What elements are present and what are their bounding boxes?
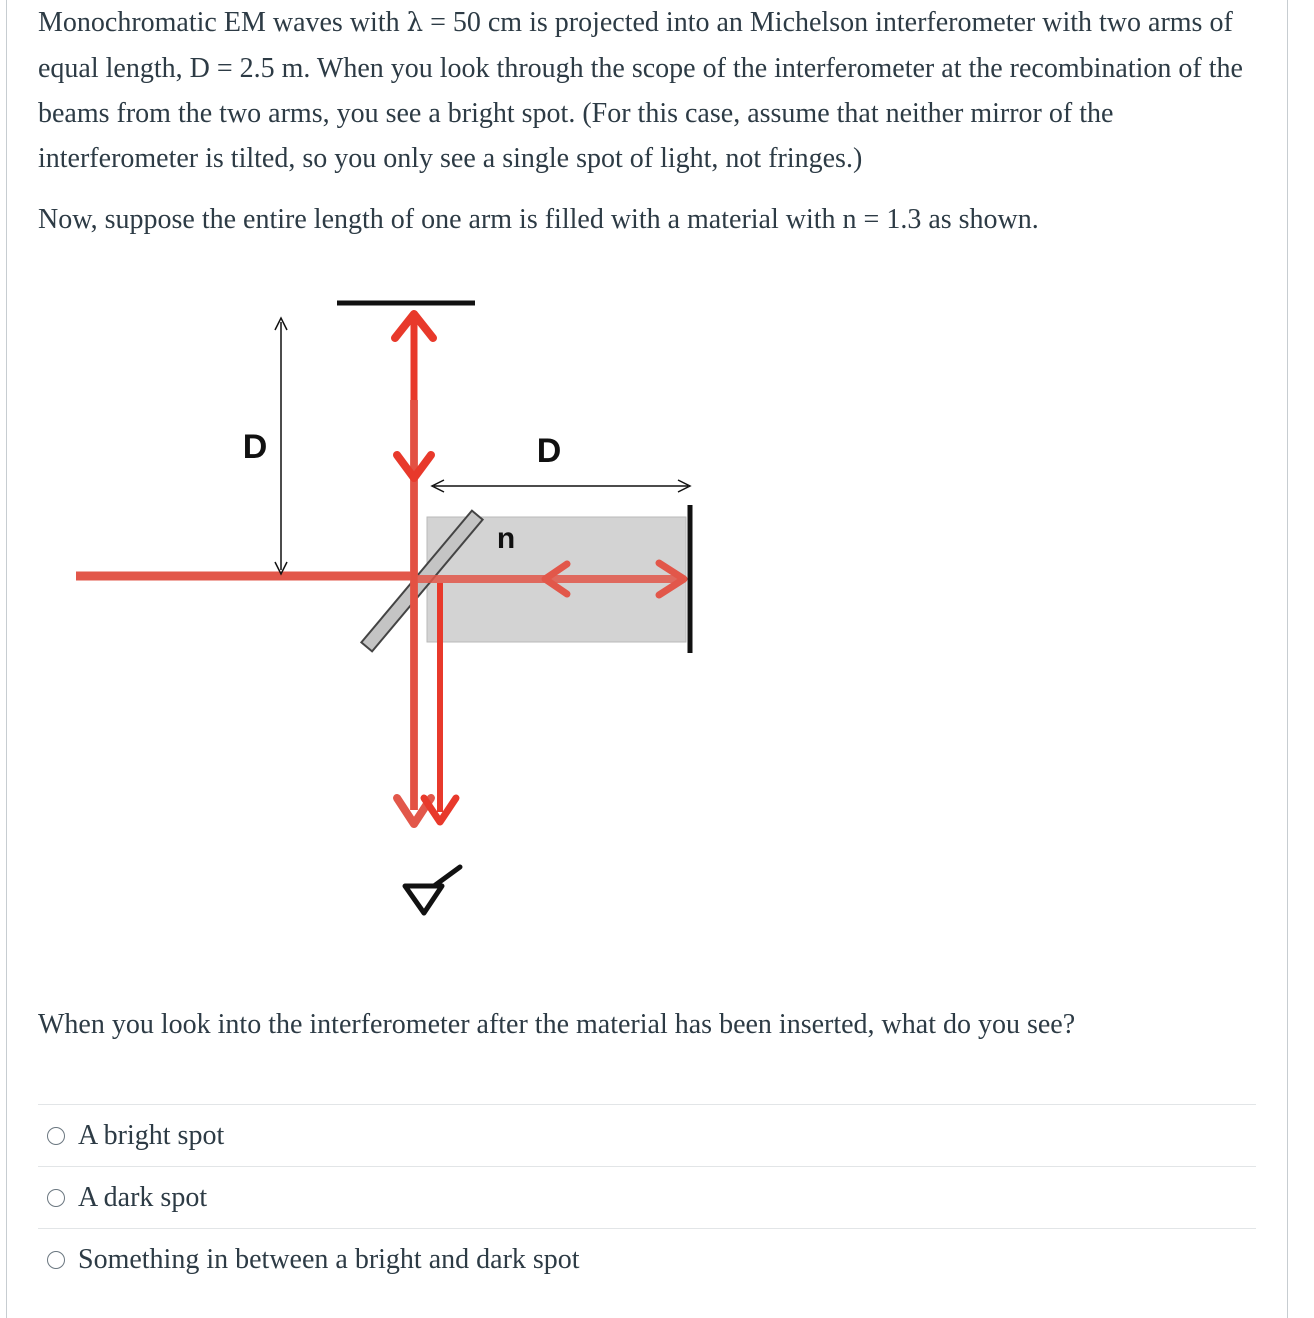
question-text-start: Monochromatic EM waves with xyxy=(38,7,407,38)
answer-option-dark[interactable] xyxy=(38,1166,1256,1228)
question-prompt: When you look into the interferometer after the material has been inserted, what do you see? xyxy=(38,1009,1076,1040)
answer-label: A dark spot xyxy=(78,1181,208,1213)
answer-list xyxy=(38,1104,1256,1290)
answer-option-in-between[interactable] xyxy=(38,1228,1256,1290)
radio-button[interactable] xyxy=(47,1251,65,1269)
answer-option-bright[interactable] xyxy=(38,1104,1256,1166)
lambda-symbol: λ xyxy=(406,8,424,38)
answer-label: A bright spot xyxy=(78,1119,225,1151)
radio-button[interactable] xyxy=(47,1189,65,1207)
refractive-index-label: n xyxy=(496,522,516,555)
horizontal-d-label: D xyxy=(536,432,562,470)
radio-button[interactable] xyxy=(47,1127,65,1145)
answer-label: Something in between a bright and dark spot xyxy=(78,1243,580,1275)
eye-icon xyxy=(405,867,460,913)
question-paragraph-2: Now, suppose the entire length of one arm is filled with a material with n = 1.3 as shown. xyxy=(38,204,1039,235)
question-text-rest: = 50 cm is projected into an Michelson interferometer with two arms of equal length, D = 2.5 m. When you look through the scope of the interferometer at the recombination of the beams from the two arms, you see a bright spot. (For this case, assume that neither mirror of the interferometer is tilted, so you only see a single spot of light, not fringes.) xyxy=(38,7,1243,174)
vertical-d-label: D xyxy=(242,428,268,466)
